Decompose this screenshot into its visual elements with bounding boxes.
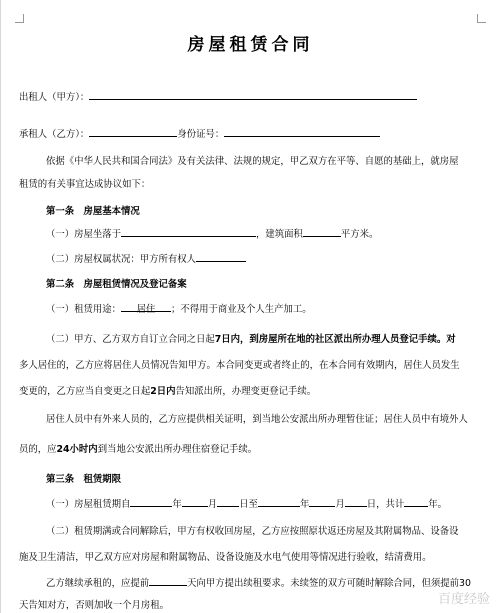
s2-registration-line-3 — [19, 383, 500, 397]
text-span: 到当地公安派出所办理住宿登记手续。 — [97, 444, 258, 455]
s3-return-line-2: 施及卫生清洁，甲乙双方应对房屋和附属物品、设备设施及水电气使用等情况进行验收，结清费用。 — [19, 552, 432, 563]
end-day-blank[interactable] — [345, 496, 367, 507]
use-label: （一）租赁用途： — [46, 304, 122, 315]
location-blank[interactable] — [121, 226, 256, 237]
month-unit: 月 — [335, 499, 345, 510]
text-span: 乙方继续承租的，应提前 — [46, 578, 150, 589]
bold-deadline: 24小时内 — [56, 444, 98, 455]
lessee-blank[interactable] — [89, 126, 177, 137]
section-2-title: 第二条 房屋租赁情况及登记备案 — [46, 279, 187, 290]
day-to-unit: 日至 — [239, 499, 258, 510]
s3-return-line-1: （二）租赁期满或合同解除后，甲方有权收回房屋，乙方应按照原状返还房屋及其附属物品、设备设 — [46, 526, 459, 537]
s3-renewal-line-2: 天告知对方，否则加收一个月房租。 — [19, 600, 170, 611]
section-1-title: 第一条 房屋基本情况 — [46, 206, 140, 217]
area-label: ，建筑面积 — [256, 229, 303, 240]
s2-foreign-line-2 — [19, 441, 500, 455]
lessee-label: 承租人（乙方）： — [19, 129, 90, 140]
year-unit: 年 — [299, 499, 310, 510]
margin-corner-mark — [15, 14, 24, 23]
s2-foreign-line-1: 居住人员中有外来人员的，乙方应提供相关证明，到当地公安派出所办理暂住证；居住人员中有境外人 — [46, 414, 468, 425]
intro-line-2: 租赁的有关事宜达成协议如下： — [19, 179, 151, 190]
text-span: 变更的，乙方应当自变更之日起 — [19, 386, 151, 397]
lessor-line — [19, 89, 500, 103]
area-unit: 平方米。 — [340, 229, 379, 240]
text-span: 员的，应 — [19, 444, 57, 455]
text-span: 告知派出所，办理变更登记手续。 — [175, 386, 317, 397]
text-span: 天向甲方提出续租要求。未续签的双方可随时解除合同，但须提前30 — [187, 578, 471, 589]
margin-corner-mark — [477, 14, 486, 23]
s2-registration-line-1 — [46, 331, 500, 345]
end-month-blank[interactable] — [309, 496, 335, 507]
lessor-label: 出租人（甲方）： — [19, 92, 90, 103]
s2-use-line — [46, 301, 500, 315]
use-blank[interactable]: 居住 — [121, 301, 171, 312]
watermark: 百度经验 — [437, 592, 490, 607]
intro-line-1: 依据《中华人民共和国合同法》及有关法律、法规的规定，甲乙双方在平等、自愿的基础上，就房屋 — [46, 156, 459, 167]
id-number-blank[interactable] — [224, 126, 380, 137]
contract-title: 房屋租赁合同 — [187, 35, 314, 55]
owner-blank[interactable] — [196, 251, 246, 262]
lessee-line — [19, 126, 500, 140]
lessor-blank[interactable] — [89, 89, 417, 100]
text-span: （二）甲方、乙方双方自订立合同之日起 — [46, 334, 215, 345]
s2-registration-line-2: 多人居住的，乙方应将居住人员情况告知甲方。本合同变更或者终止的，在本合同有效期内，居住人员发生 — [19, 360, 460, 371]
month-unit: 月 — [207, 499, 218, 510]
bold-deadline: 7日内 — [214, 334, 241, 345]
year-unit: 年 — [172, 499, 182, 510]
years-unit: 年。 — [428, 499, 447, 510]
s3-renewal-line-1 — [46, 575, 500, 589]
start-day-blank[interactable] — [217, 496, 239, 507]
end-year-blank[interactable] — [258, 496, 300, 507]
start-year-blank[interactable] — [130, 496, 172, 507]
s1-ownership-line — [46, 251, 500, 265]
ownership-label: （二）房屋权属状况：甲方所有权人 — [46, 254, 197, 265]
term-label: （一）房屋租赁期自 — [46, 499, 131, 510]
s1-location-line — [46, 226, 500, 240]
location-label: （一）房屋坐落于 — [46, 229, 122, 240]
total-years-blank[interactable] — [404, 496, 428, 507]
area-blank[interactable] — [303, 226, 341, 237]
text-span: ，到房屋所在地的社区派出所办理人员登记手续。对 — [240, 334, 456, 345]
section-3-title: 第三条 租赁期限 — [46, 474, 122, 485]
use-restriction: ；不得用于商业及个人生产加工。 — [171, 304, 312, 315]
renewal-days-blank[interactable] — [149, 575, 187, 586]
total-label: 日，共计 — [366, 499, 405, 510]
start-month-blank[interactable] — [182, 496, 208, 507]
id-label: 身份证号： — [177, 129, 225, 140]
s3-term-line — [46, 496, 500, 510]
bold-deadline: 2日内 — [150, 386, 176, 397]
